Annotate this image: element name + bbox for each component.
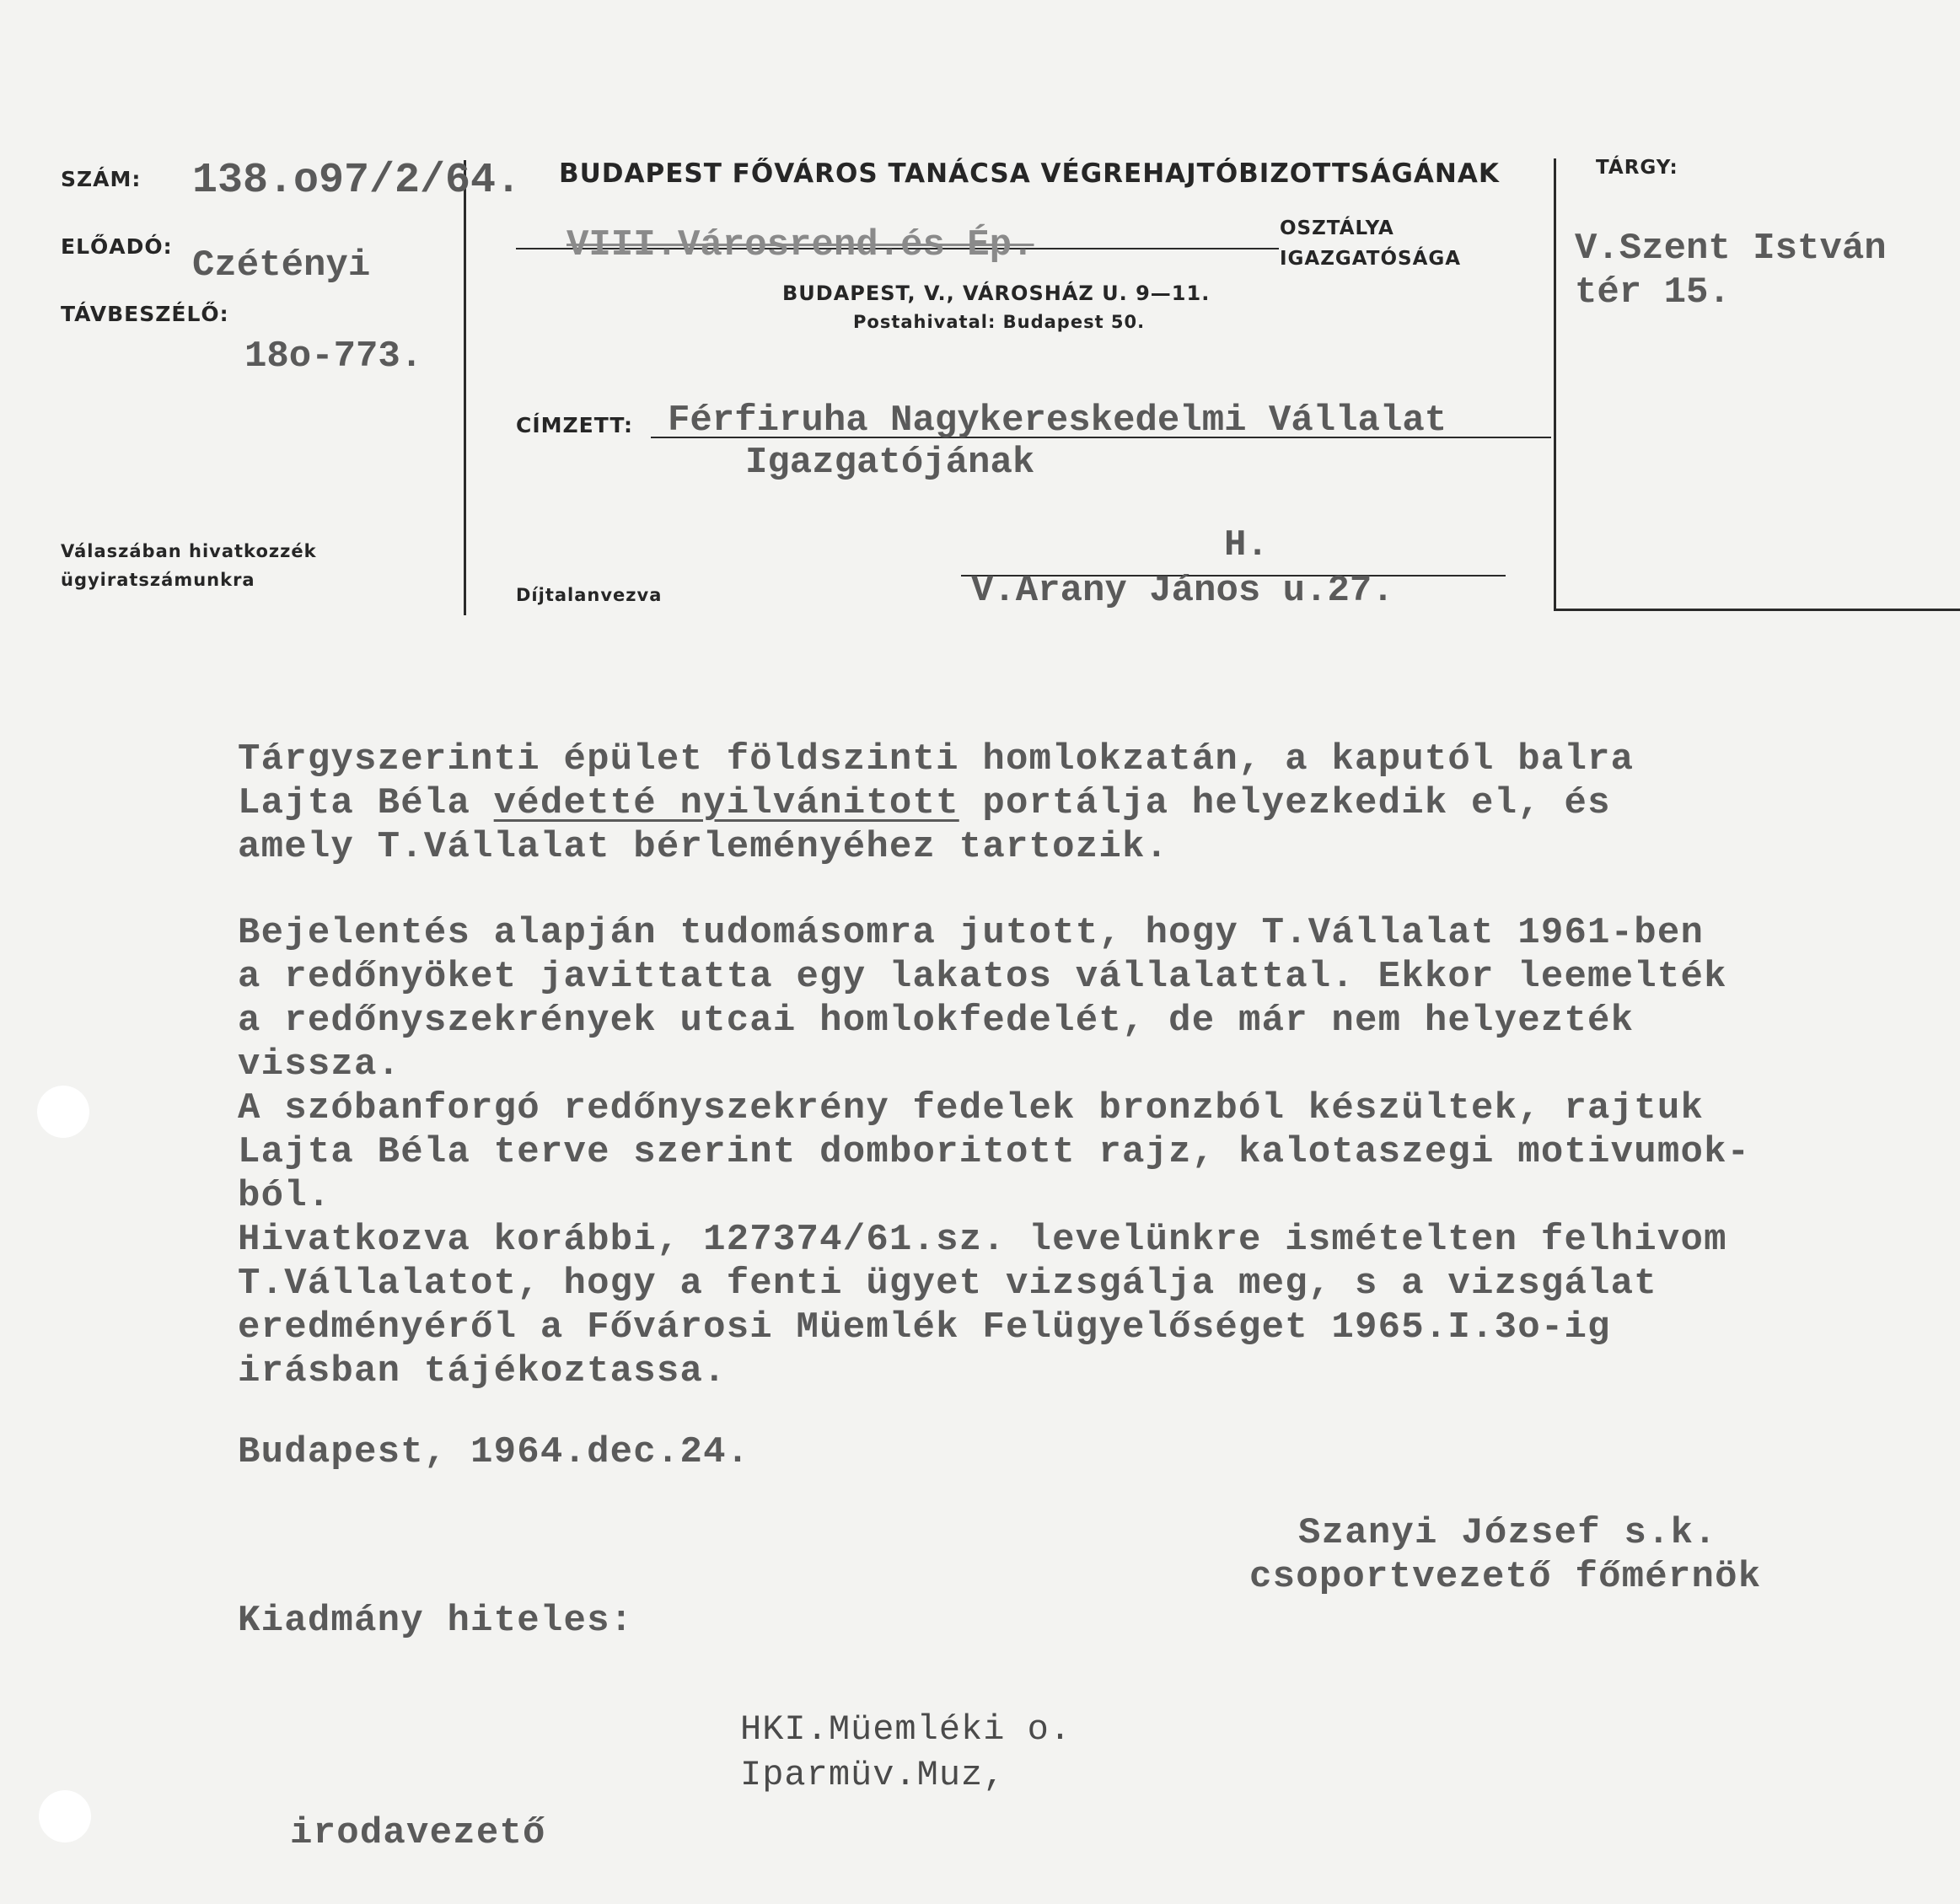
org-title: BUDAPEST FŐVÁROS TANÁCSA VÉGREHAJTÓBIZOTTSÁGÁNAK (559, 158, 1500, 189)
cimzett-label: CÍMZETT: (516, 413, 634, 437)
valaszaban-line-2: ügyiratszámunkra (61, 570, 255, 590)
punch-hole-lower (39, 1790, 91, 1842)
szam-label: SZÁM: (61, 167, 142, 191)
lajta-bela: Lajta Béla (238, 782, 494, 824)
signature-title: csoportvezető főmérnök (1249, 1556, 1762, 1598)
header-divider-left (464, 160, 466, 615)
paragraph-1-line-3: amely T.Vállalat bérleményéhez tartozik. (238, 826, 1169, 868)
igazgatosaga-label: IGAZGATÓSÁGA (1280, 248, 1462, 270)
distribution-1: HKI.Müemléki o. (740, 1709, 1072, 1750)
cimzett-line-2: Igazgatójának (745, 442, 1035, 484)
paragraph-2-line-1: Bejelentés alapján tudomásomra jutott, hogy T.Vállalat 1961-ben (238, 912, 1705, 954)
paragraph-2-line-10: eredményéről a Fővárosi Müemlék Felügyelőséget 1965.I.3o-ig (238, 1306, 1611, 1349)
signature-name: Szanyi József s.k. (1298, 1512, 1717, 1554)
postahivatal: Postahivatal: Budapest 50. (853, 312, 1146, 332)
eloado-value: Czétényi (192, 244, 371, 287)
punch-hole-upper (37, 1086, 89, 1138)
office-address: BUDAPEST, V., VÁROSHÁZ U. 9—11. (782, 282, 1211, 305)
osztalya-label: OSZTÁLYA (1280, 217, 1394, 239)
cimzett-address: V.Arany János u.27. (971, 570, 1394, 612)
valaszaban-line-1: Válaszában hivatkozzék (61, 541, 317, 561)
irodavezeto: irodavezető (290, 1812, 546, 1854)
paragraph-2-line-3: a redőnyszekrények utcai homlokfedelét, de már nem helyezték (238, 1000, 1635, 1042)
protected-phrase: védetté nyilvánitott (493, 782, 959, 824)
eloado-label: ELŐADÓ: (61, 234, 173, 259)
distribution-2: Iparmüv.Muz, (740, 1755, 1006, 1795)
department-name: VIII.Városrend.és Ép. (567, 224, 1034, 266)
cimzett-city: H. (1224, 524, 1269, 566)
paragraph-2-line-11: irásban tájékoztassa. (238, 1350, 727, 1392)
paragraph-2-line-8: Hivatkozva korábbi, 127374/61.sz. levelünkre ismételten felhivom (238, 1219, 1727, 1261)
paragraph-2-line-4: vissza. (238, 1043, 401, 1086)
kiadmany-hiteles: Kiadmány hiteles: (238, 1600, 634, 1642)
paragraph-2-line-5: A szóbanforgó redőnyszekrény fedelek bronzból készültek, rajtuk (238, 1087, 1705, 1129)
targy-label: TÁRGY: (1596, 157, 1678, 179)
paragraph-1-line-2 (238, 782, 1611, 824)
paragraph-2-line-9: T.Vállalatot, hogy a fenti ügyet vizsgálja meg, s a vizsgálat (238, 1263, 1657, 1305)
cimzett-line-1: Férfiruha Nagykereskedelmi Vállalat (668, 400, 1447, 442)
header-divider-right (1554, 158, 1556, 610)
paragraph-2-line-7: ból. (238, 1175, 331, 1217)
tavbeszelo-label: TÁVBESZÉLŐ: (61, 302, 229, 326)
paragraph-2-line-2: a redőnyöket javittatta egy lakatos vállalattal. Ekkor leemelték (238, 956, 1727, 998)
letter-date: Budapest, 1964.dec.24. (238, 1431, 750, 1473)
dijtalan-label: Díjtalanvezva (516, 585, 663, 605)
paragraph-2-line-6: Lajta Béla terve szerint domboritott rajz, kalotaszegi motivumok- (238, 1131, 1751, 1173)
header-bottom-rule (1554, 609, 1960, 611)
szam-value: 138.o97/2/64. (192, 157, 522, 205)
targy-value-1: V.Szent István (1575, 228, 1887, 270)
paragraph-1-line-1: Tárgyszerinti épület földszinti homlokzatán, a kaputól balra (238, 738, 1635, 780)
targy-value-2: tér 15. (1575, 271, 1731, 314)
tavbeszelo-value: 18o-773. (244, 335, 423, 378)
portal-phrase: portálja helyezkedik el, és (959, 782, 1611, 824)
